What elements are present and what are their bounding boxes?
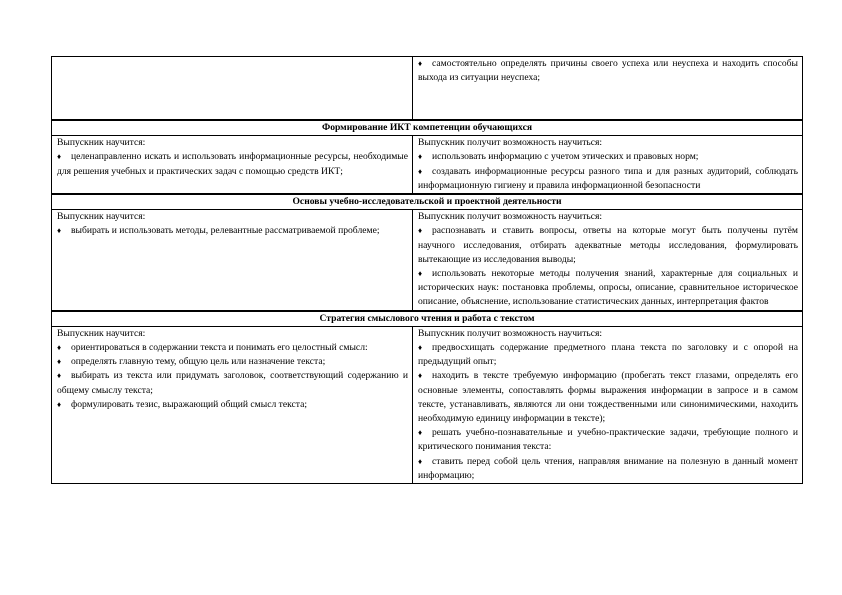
- section-title: Стратегия смыслового чтения и работа с текстом: [52, 311, 803, 327]
- competency-table: [51, 56, 803, 484]
- lead-text: Выпускник получит возможность научиться:: [418, 137, 603, 149]
- bullet-icon: ♦: [418, 152, 423, 162]
- bullet-icon: ♦: [418, 59, 423, 68]
- section-header-row: [52, 194, 803, 210]
- bullet-icon: ♦: [418, 166, 423, 176]
- left-cell: [52, 326, 413, 483]
- bullet-icon: ♦: [418, 343, 423, 353]
- bullet-item: ♦ ориентироваться в содержании текста и понимать его целостный смысл:: [57, 341, 408, 355]
- bullet-item: ♦ формулировать тезис, выражающий общий смысл текста;: [57, 398, 408, 412]
- lead-text: Выпускник научится:: [57, 137, 146, 149]
- bullet-icon: ♦: [418, 428, 423, 438]
- bullet-icon: ♦: [418, 456, 423, 466]
- left-cell: [52, 136, 413, 194]
- section-title: Формирование ИКТ компетенции обучающихся: [52, 120, 803, 136]
- section-title: Основы учебно-исследовательской и проектной деятельности: [52, 194, 803, 210]
- bullet-item: ♦ решать учебно-познавательные и учебно-практические задачи, требующие полного и критического понимания текста:: [418, 427, 798, 453]
- bullet-item: ♦ определять главную тему, общую цель или назначение текста;: [57, 355, 408, 369]
- section-header-row: [52, 120, 803, 136]
- bullet-icon: ♦: [57, 371, 62, 381]
- table-row: [52, 326, 803, 483]
- bullet-item: ♦ целенаправленно искать и использовать информационные ресурсы, необходимые для решения учебных и практических задач с помощью средств ИКТ;: [57, 151, 408, 177]
- right-cell: [413, 210, 803, 311]
- bullet-item: ♦ выбирать из текста или придумать заголовок, соответствующий содержанию и общему смыслу текста;: [57, 370, 408, 396]
- bullet-icon: ♦: [57, 226, 62, 236]
- lead-text: Выпускник научится:: [57, 327, 146, 339]
- bullet-icon: ♦: [418, 226, 423, 236]
- bullet-icon: ♦: [57, 357, 62, 367]
- bullet-item: ♦ распознавать и ставить вопросы, ответы на которые могут быть получены путём научного исследования, отбирать адекватные методы исследования, формулировать вытекающие из исследования выводы;: [418, 225, 798, 265]
- bullet-icon: ♦: [418, 269, 423, 279]
- lead-text: Выпускник получит возможность научиться:: [418, 211, 603, 223]
- bullet-item: ♦ самостоятельно определять причины своего успеха или неуспеха и находить способы выхода из ситуации неуспеха;: [418, 58, 798, 84]
- right-cell: [413, 136, 803, 194]
- bullet-icon: ♦: [57, 399, 62, 409]
- bullet-icon: ♦: [418, 371, 423, 381]
- lead-text: Выпускник научится:: [57, 211, 146, 223]
- bullet-item: ♦ ставить перед собой цель чтения, направляя внимание на полезную в данный момент информацию;: [418, 455, 798, 481]
- right-cell: [413, 57, 803, 121]
- bullet-item: ♦ использовать некоторые методы получения знаний, характерные для социальных и исторических наук: постановка проблемы, опросы, описание, сравнительное историческое описание, объяснение, использование статистических данных, интерпретация фактов: [418, 268, 798, 308]
- empty-cell: [52, 57, 413, 121]
- lead-text: Выпускник получит возможность научиться:: [418, 327, 603, 339]
- bullet-item: ♦ выбирать и использовать методы, релевантные рассматриваемой проблеме;: [57, 224, 408, 238]
- bullet-icon: ♦: [57, 343, 62, 353]
- bullet-item: ♦ предвосхищать содержание предметного плана текста по заголовку и с опорой на предыдущий опыт;: [418, 342, 798, 368]
- right-cell: [413, 326, 803, 483]
- table-row: [52, 57, 803, 121]
- bullet-icon: ♦: [57, 152, 62, 162]
- section-header-row: [52, 311, 803, 327]
- bullet-item: ♦ использовать информацию с учетом этических и правовых норм;: [418, 150, 798, 164]
- table-row: [52, 136, 803, 194]
- left-cell: [52, 210, 413, 311]
- bullet-item: ♦ создавать информационные ресурсы разного типа и для разных аудиторий, соблюдать информационную гигиену и правила информационной безопасности: [418, 165, 798, 191]
- table-row: [52, 210, 803, 311]
- bullet-item: ♦ находить в тексте требуемую информацию (пробегать текст глазами, определять его основные элементы, сопоставлять формы выражения информации в запросе и в самом тексте, устанавливать, являются ли они тождественными или синонимическими, находить необходимую единицу информации в тексте);: [418, 370, 798, 425]
